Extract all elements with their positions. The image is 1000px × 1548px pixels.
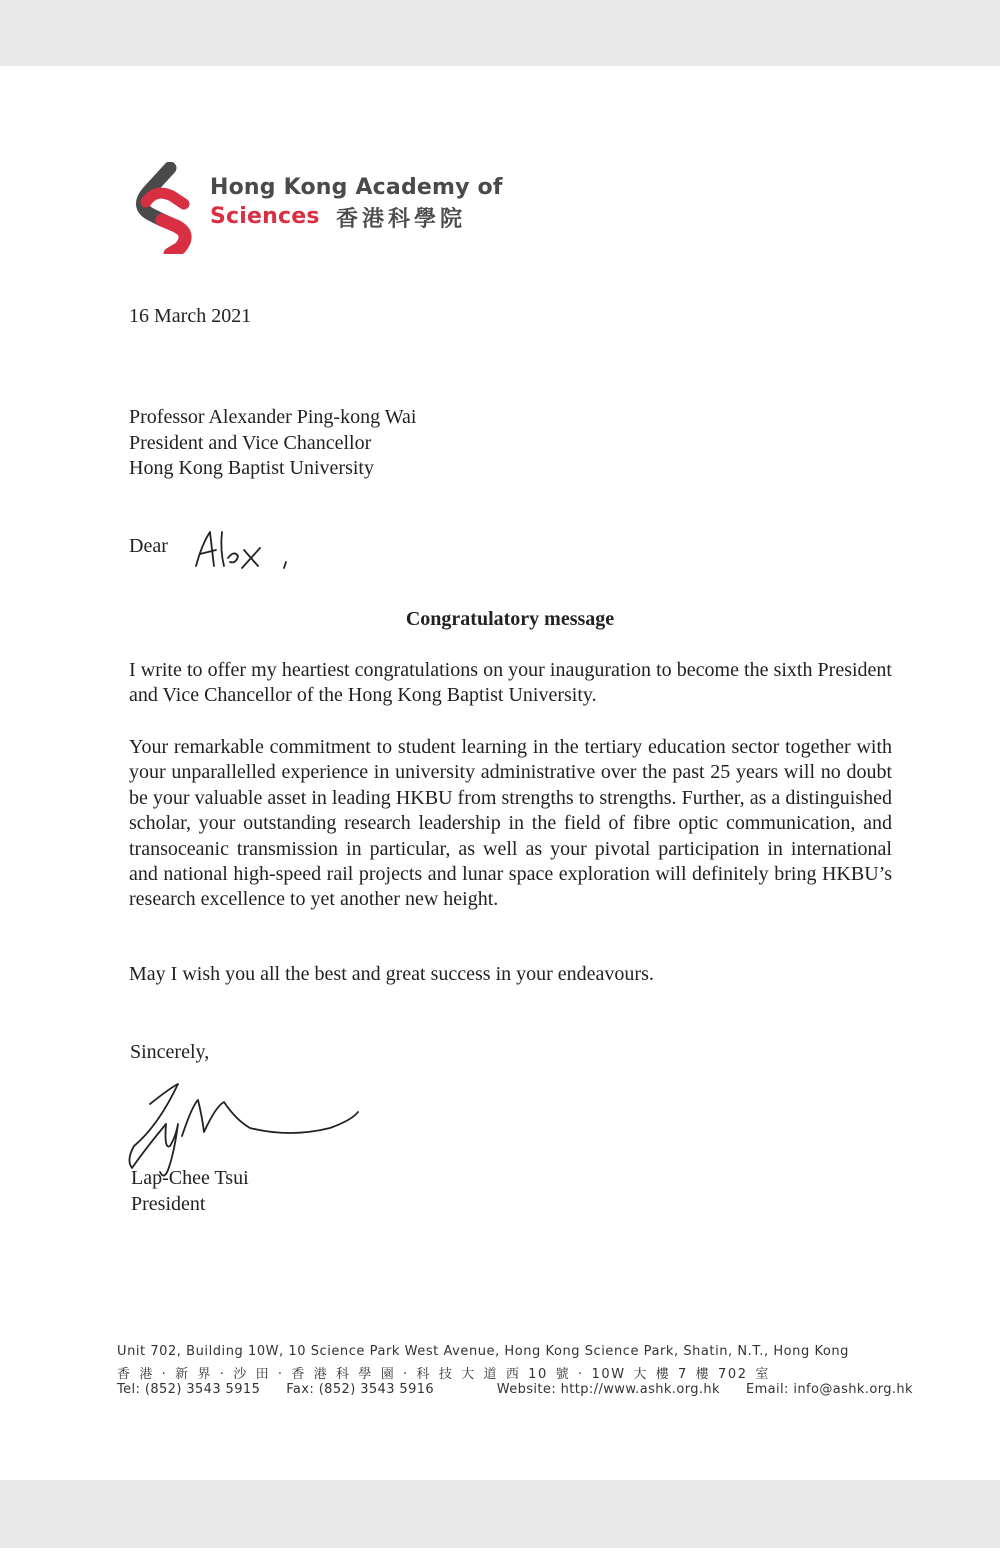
letter-page xyxy=(0,66,1000,1480)
logo-line-1: Hong Kong Academy of xyxy=(210,175,503,200)
footer-contacts xyxy=(117,1382,913,1397)
body-paragraph-2: Your remarkable commitment to student learning in the tertiary education sector together with your unparallelled experience in university administrative over the past 25 years will no doubt be your valuable asset in leading HKBU from strengths to strengths. Further, as a distinguished scholar, your outstanding research leadership in the field of fibre optic communication, and transoceanic transmission in particular, as well as your pivotal participation in international and national high-speed rail projects and lunar space exploration will definitely bring HKBU’s research excellence to yet another new height. xyxy=(129,736,892,911)
academy-logo-mark-icon xyxy=(126,162,204,254)
footer-address-en: Unit 702, Building 10W, 10 Science Park West Avenue, Hong Kong Science Park, Shatin, N.T., Hong Kong xyxy=(117,1344,849,1359)
body-paragraph-1: I write to offer my heartiest congratulations on your inauguration to become the sixth President and Vice Chancellor of the Hong Kong Baptist University. xyxy=(129,659,892,707)
closing: Sincerely, xyxy=(130,1041,210,1063)
logo-line-2: Sciences xyxy=(210,204,320,229)
recipient-title: President and Vice Chancellor xyxy=(129,431,372,454)
footer-tel: Tel: (852) 3543 5915 xyxy=(117,1382,261,1397)
logo-chinese: 香港科學院 xyxy=(336,207,467,232)
signer-title: President xyxy=(131,1193,206,1215)
footer-fax: Fax: (852) 3543 5916 xyxy=(286,1382,435,1397)
handwritten-salutation xyxy=(190,526,300,572)
footer-address-zh: 香 港 · 新 界 · 沙 田 · 香 港 科 學 園 · 科 技 大 道 西 10 號 · 10W 大 樓 7 樓 702 室 xyxy=(117,1367,770,1382)
signer-name: Lap-Chee Tsui xyxy=(131,1167,249,1189)
recipient-institution: Hong Kong Baptist University xyxy=(129,457,374,479)
recipient-name: Professor Alexander Ping-kong Wai xyxy=(129,406,417,428)
academy-logo xyxy=(126,162,506,254)
footer-website: Website: http://www.ashk.org.hk xyxy=(496,1382,720,1397)
letter-subject: Congratulatory message xyxy=(405,608,615,630)
salutation: Dear xyxy=(129,535,168,557)
footer-email: Email: info@ashk.org.hk xyxy=(745,1382,913,1397)
body-paragraph-3: May I wish you all the best and great success in your endeavours. xyxy=(129,963,654,985)
letter-date: 16 March 2021 xyxy=(129,305,252,327)
recipient-block xyxy=(129,405,416,482)
